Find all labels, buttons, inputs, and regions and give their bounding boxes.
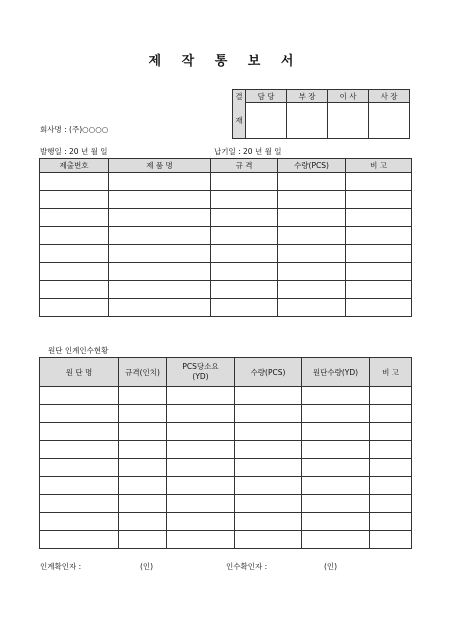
table-cell[interactable]: [346, 299, 412, 317]
delivery-date: 납기일 : 20 년 월 일: [214, 147, 282, 156]
table-cell[interactable]: [109, 263, 211, 281]
table-cell[interactable]: [302, 423, 370, 441]
table-cell[interactable]: [40, 387, 119, 405]
table-cell[interactable]: [109, 173, 211, 191]
company-name: 회사명 : (주)○○○○: [40, 125, 109, 134]
table-cell[interactable]: [40, 459, 119, 477]
table-cell[interactable]: [109, 227, 211, 245]
table-cell[interactable]: [302, 495, 370, 513]
document-title: 제 작 통 보 서: [148, 54, 302, 69]
table-cell[interactable]: [109, 209, 211, 227]
table-cell[interactable]: [302, 459, 370, 477]
table-cell[interactable]: [119, 441, 167, 459]
receive-confirm-label: 인수확인자 :: [226, 562, 268, 571]
table-row: [40, 531, 412, 549]
table-row: [40, 209, 412, 227]
approval-role-manager: 부 장: [287, 90, 328, 103]
approval-role-president: 사 장: [369, 90, 410, 103]
table-cell[interactable]: [235, 513, 302, 531]
table-cell[interactable]: [40, 423, 119, 441]
table-cell[interactable]: [302, 477, 370, 495]
table-row: [40, 405, 412, 423]
approval-sign-cell[interactable]: [328, 103, 369, 139]
table-cell[interactable]: [40, 191, 109, 209]
table-cell[interactable]: [370, 513, 412, 531]
table-cell[interactable]: [211, 245, 278, 263]
approval-role-director: 이 사: [328, 90, 369, 103]
table-cell[interactable]: [235, 405, 302, 423]
table-cell[interactable]: [302, 441, 370, 459]
table-cell[interactable]: [119, 513, 167, 531]
table-cell[interactable]: [235, 495, 302, 513]
col-header-spec-inch: 규격(인치): [119, 358, 167, 387]
table-cell[interactable]: [167, 387, 235, 405]
table-cell[interactable]: [346, 263, 412, 281]
col-header-product-name: 제 품 명: [109, 159, 211, 173]
handover-confirm-label: 인계확인자 :: [40, 562, 82, 571]
col-header-fabric-name: 원 단 명: [40, 358, 119, 387]
col-header-remarks: 비 고: [346, 159, 412, 173]
table-cell[interactable]: [211, 209, 278, 227]
table-cell[interactable]: [167, 513, 235, 531]
col-header-submit-no: 제출번호: [40, 159, 109, 173]
table-cell[interactable]: [370, 405, 412, 423]
table-cell[interactable]: [119, 495, 167, 513]
table-cell[interactable]: [235, 459, 302, 477]
table-cell[interactable]: [211, 263, 278, 281]
table-cell[interactable]: [119, 387, 167, 405]
table-cell[interactable]: [119, 423, 167, 441]
table-cell[interactable]: [278, 263, 346, 281]
table-cell[interactable]: [167, 405, 235, 423]
table-cell[interactable]: [211, 173, 278, 191]
table-row: [40, 263, 412, 281]
table-cell[interactable]: [235, 423, 302, 441]
table-row: [40, 387, 412, 405]
table-cell[interactable]: [370, 477, 412, 495]
table-cell[interactable]: [167, 531, 235, 549]
approval-sign-cell[interactable]: [246, 103, 287, 139]
table-row: [40, 423, 412, 441]
table-cell[interactable]: [109, 281, 211, 299]
table-cell[interactable]: [167, 495, 235, 513]
table-cell[interactable]: [40, 227, 109, 245]
table-cell[interactable]: [302, 405, 370, 423]
approval-role-staff: 담 당: [246, 90, 287, 103]
table-cell[interactable]: [235, 441, 302, 459]
table-cell[interactable]: [40, 263, 109, 281]
table-cell[interactable]: [370, 423, 412, 441]
table-cell[interactable]: [346, 173, 412, 191]
table-cell[interactable]: [109, 245, 211, 263]
table-cell[interactable]: [40, 495, 119, 513]
table-cell[interactable]: [167, 441, 235, 459]
table-row: [40, 441, 412, 459]
table-cell[interactable]: [40, 173, 109, 191]
approval-box: [232, 89, 410, 139]
table-cell[interactable]: [346, 191, 412, 209]
table-cell[interactable]: [40, 405, 119, 423]
table-cell[interactable]: [278, 227, 346, 245]
table-cell[interactable]: [211, 227, 278, 245]
table-cell[interactable]: [211, 281, 278, 299]
table-cell[interactable]: [302, 387, 370, 405]
table-cell[interactable]: [119, 405, 167, 423]
table-cell[interactable]: [40, 531, 119, 549]
table-cell[interactable]: [40, 477, 119, 495]
table-cell[interactable]: [40, 209, 109, 227]
table-cell[interactable]: [40, 513, 119, 531]
table-row: [40, 281, 412, 299]
col-header-quantity: 수량(PCS): [278, 159, 346, 173]
table-row: [40, 513, 412, 531]
table-cell[interactable]: [278, 209, 346, 227]
table-cell[interactable]: [278, 299, 346, 317]
col-header-per-pcs: PCS당소요 (YD): [167, 358, 235, 387]
table-cell[interactable]: [40, 299, 109, 317]
approval-side-bottom: 재: [233, 103, 246, 139]
table-cell[interactable]: [278, 191, 346, 209]
table-cell[interactable]: [40, 281, 109, 299]
table-cell[interactable]: [370, 441, 412, 459]
issue-date: 발행일 : 20 년 월 일: [40, 147, 108, 156]
fabric-table: [39, 357, 412, 549]
table-cell[interactable]: [370, 531, 412, 549]
table-cell[interactable]: [235, 531, 302, 549]
table-row: [40, 477, 412, 495]
table-cell[interactable]: [278, 245, 346, 263]
table-cell[interactable]: [109, 299, 211, 317]
table-cell[interactable]: [346, 281, 412, 299]
table-cell[interactable]: [346, 245, 412, 263]
table-row: [40, 191, 412, 209]
table-cell[interactable]: [370, 459, 412, 477]
table-cell[interactable]: [370, 495, 412, 513]
table-row: [40, 227, 412, 245]
table-cell[interactable]: [119, 477, 167, 495]
approval-sign-cell[interactable]: [369, 103, 410, 139]
table-cell[interactable]: [235, 387, 302, 405]
col-header-fabric-qty: 원단수량(YD): [302, 358, 370, 387]
table-cell[interactable]: [109, 191, 211, 209]
table-row: [40, 495, 412, 513]
table-cell[interactable]: [167, 459, 235, 477]
table-cell[interactable]: [302, 513, 370, 531]
table-cell[interactable]: [119, 459, 167, 477]
table-cell[interactable]: [278, 173, 346, 191]
table-cell[interactable]: [235, 477, 302, 495]
table-cell[interactable]: [302, 531, 370, 549]
product-table: [39, 158, 412, 317]
table-cell[interactable]: [278, 281, 346, 299]
col-header-remarks: 비 고: [370, 358, 412, 387]
col-header-spec: 규 격: [211, 159, 278, 173]
approval-sign-cell[interactable]: [287, 103, 328, 139]
table-cell[interactable]: [40, 441, 119, 459]
table-cell[interactable]: [167, 423, 235, 441]
approval-side-top: 결: [233, 90, 246, 103]
table-row: [40, 459, 412, 477]
table-row: [40, 299, 412, 317]
table-cell[interactable]: [40, 245, 109, 263]
section2-title: 원단 인계인수현황: [48, 346, 109, 355]
handover-seal: (인): [140, 562, 154, 571]
receive-seal: (인): [324, 562, 338, 571]
table-row: [40, 173, 412, 191]
table-cell[interactable]: [211, 299, 278, 317]
table-cell[interactable]: [167, 477, 235, 495]
table-cell[interactable]: [370, 387, 412, 405]
table-cell[interactable]: [211, 191, 278, 209]
col-header-quantity: 수량(PCS): [235, 358, 302, 387]
table-cell[interactable]: [346, 209, 412, 227]
table-row: [40, 245, 412, 263]
table-cell[interactable]: [119, 531, 167, 549]
table-cell[interactable]: [346, 227, 412, 245]
